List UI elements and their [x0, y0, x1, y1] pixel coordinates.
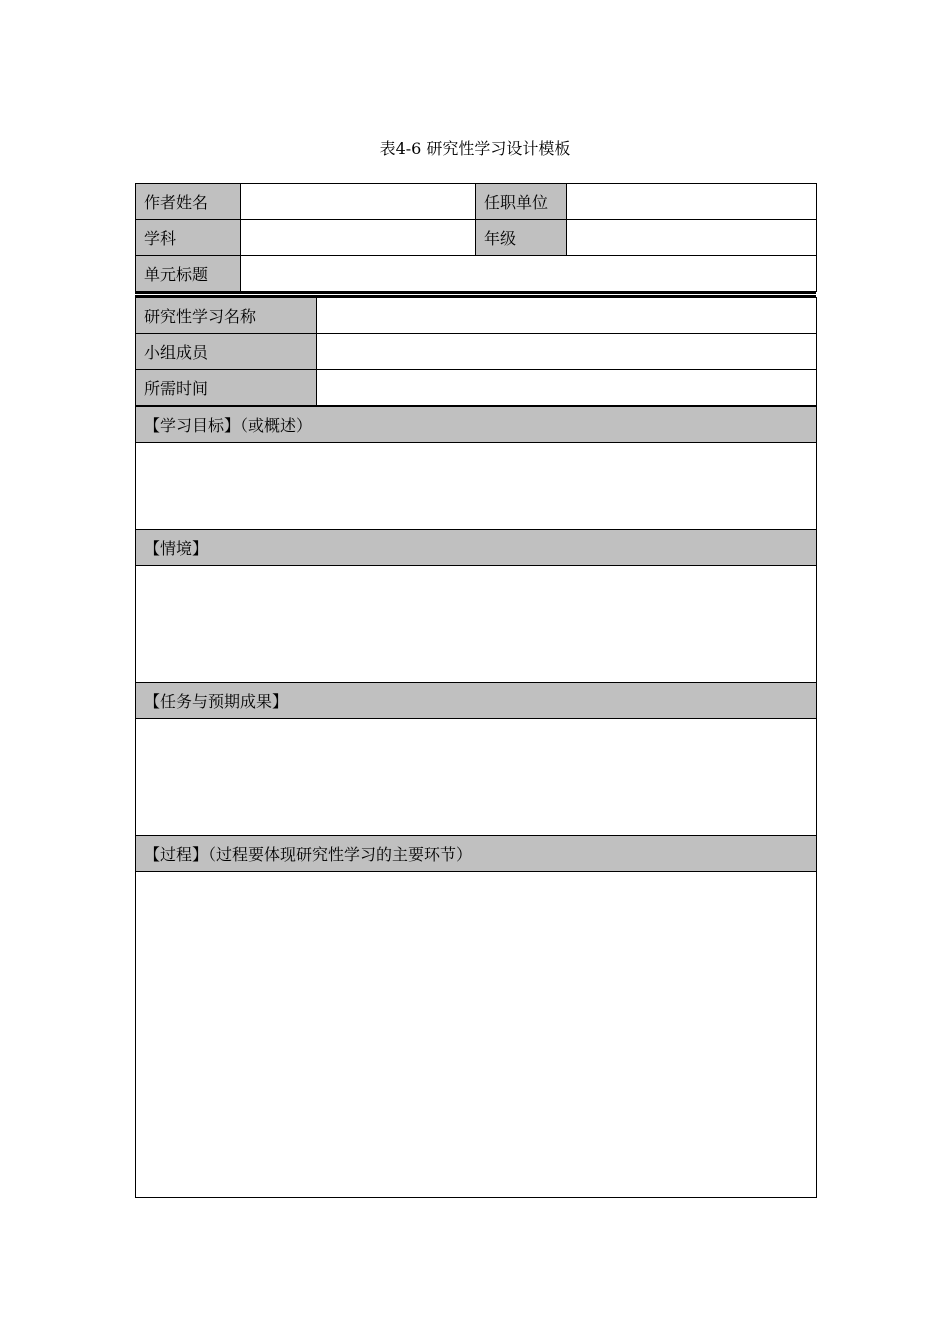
org-label: 任职单位 [476, 184, 567, 220]
process-content-area[interactable] [136, 872, 817, 1198]
tasks-content-area[interactable] [136, 719, 817, 836]
org-field[interactable] [567, 184, 817, 220]
section-header-context [136, 530, 817, 566]
basic-info-table [135, 183, 817, 292]
research-name-label: 研究性学习名称 [136, 298, 317, 334]
section-body-process [136, 872, 817, 1198]
section-heading: 【过程】（过程要体现研究性学习的主要环节） [136, 836, 817, 872]
sections-table [135, 406, 817, 1198]
unit-label: 单元标题 [136, 256, 241, 292]
grade-field[interactable] [567, 220, 817, 256]
subject-field[interactable] [241, 220, 476, 256]
section-body-tasks [136, 719, 817, 836]
members-field[interactable] [317, 334, 817, 370]
section-body-context [136, 566, 817, 683]
author-field[interactable] [241, 184, 476, 220]
section-heading: 【学习目标】（或概述） [136, 407, 817, 443]
members-label: 小组成员 [136, 334, 317, 370]
grade-label: 年级 [476, 220, 567, 256]
time-label: 所需时间 [136, 370, 317, 406]
table-row [136, 220, 817, 256]
section-heading: 【情境】 [136, 530, 817, 566]
table-row [136, 370, 817, 406]
table-row [136, 256, 817, 292]
time-field[interactable] [317, 370, 817, 406]
context-content-area[interactable] [136, 566, 817, 683]
research-name-field[interactable] [317, 298, 817, 334]
author-label: 作者姓名 [136, 184, 241, 220]
section-body-goals [136, 443, 817, 530]
section-header-tasks [136, 683, 817, 719]
table-row [136, 184, 817, 220]
research-info-table [135, 297, 817, 406]
table-row [136, 334, 817, 370]
goals-content-area[interactable] [136, 443, 817, 530]
subject-label: 学科 [136, 220, 241, 256]
design-template-form [135, 183, 816, 1198]
section-heading: 【任务与预期成果】 [136, 683, 817, 719]
unit-field[interactable] [241, 256, 817, 292]
section-header-process [136, 836, 817, 872]
table-row [136, 298, 817, 334]
section-header-goals [136, 407, 817, 443]
page-title: 表4-6 研究性学习设计模板 [379, 139, 571, 158]
